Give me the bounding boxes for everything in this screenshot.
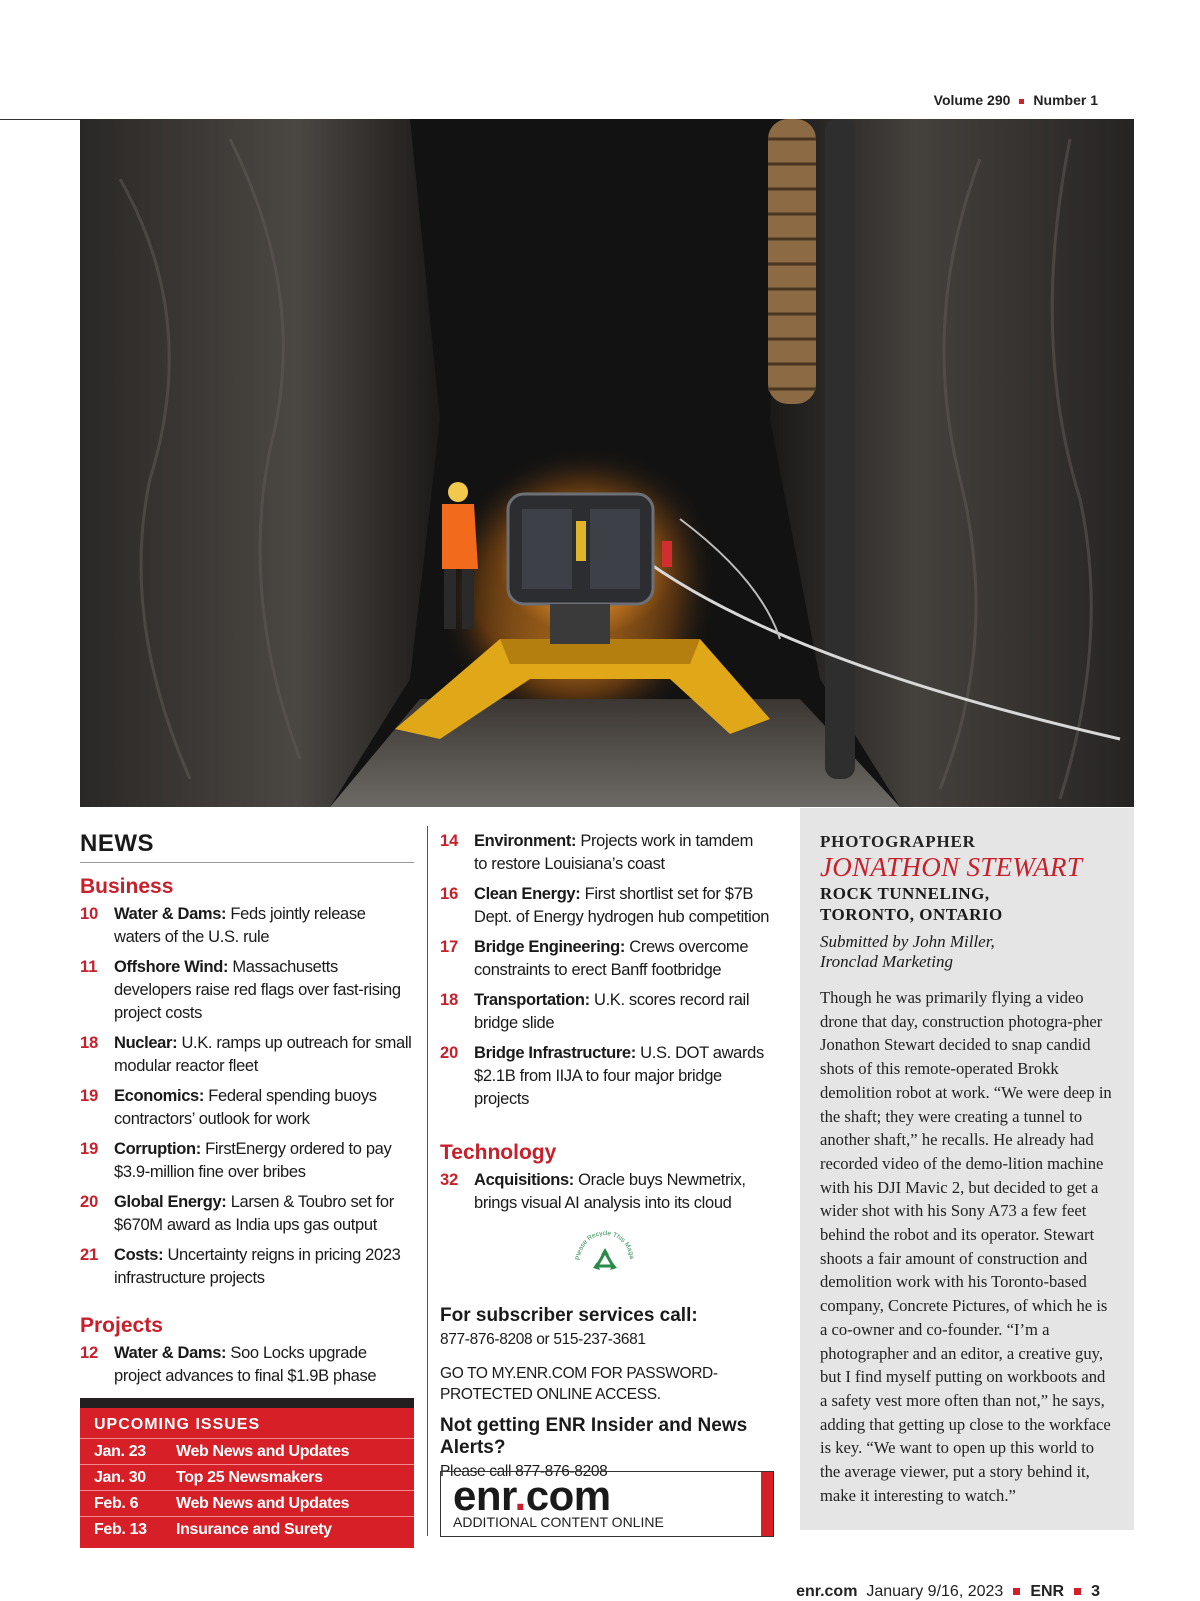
issue-title: Web News and Updates (176, 1442, 350, 1460)
footer-site: enr.com (796, 1583, 858, 1600)
sidebar-label: PHOTOGRAPHER (820, 832, 976, 851)
footer-page: 3 (1091, 1583, 1100, 1600)
page-number: 10 (80, 905, 99, 923)
alerts-heading: Not getting ENR Insider and News Alerts? (440, 1415, 748, 1458)
alerts-text: Please call 877-876-8208 (440, 1463, 608, 1480)
item-text: Soo Locks upgrade project advances to final $1.9B phase (114, 1344, 377, 1385)
recycle-text: Please Recycle This Maga (574, 1229, 636, 1261)
item-topic: Offshore Wind: (114, 958, 229, 976)
item-topic: Bridge Engineering: (474, 938, 626, 956)
toc-item (440, 883, 770, 929)
subscriber-services (440, 1305, 770, 1495)
item-text: Larsen & Toubro set for $670M award as India ups gas output (114, 1193, 394, 1234)
toc-item (440, 989, 770, 1035)
toc-item (80, 1032, 414, 1078)
toc-item (80, 1342, 414, 1388)
subscriber-heading: For subscriber services call: (440, 1305, 698, 1326)
item-topic: Clean Energy: (474, 885, 581, 903)
page-number: 19 (80, 1087, 99, 1105)
page-number: 21 (80, 1246, 99, 1264)
separator-square (1019, 99, 1024, 104)
news-column-left (80, 830, 414, 1395)
sidebar-body: Though he was primarily flying a video drone that day, construction photogra-pher Jonathon Stewart decided to snap candid shots of this remote-operated Brokk demolition robot at work. “We were deep in the shaft; they were creating a tunnel to another shaft,” he recalls. He already had recorded video of the demo-lition machine with his DJI Mavic 2, but decided to get a wider shot with his Sony A73 a few feet behind the robot and its operator. Stewart shoots a fair amount of construction and demolition work with his Toronto-based company, Concrete Pictures, of which he is a co-owner and co-founder. “I’m a photographer and an editor, a creative guy, but I find myself putting on workboots and a safety vest more often than not,” he says, adding that getting up close to the workface is key. “We want to open up this world to the average viewer, put a story behind it, make it interesting to watch.” (820, 988, 1112, 1505)
page-number: 18 (80, 1034, 99, 1052)
photo-location-1: ROCK TUNNELING, (820, 884, 990, 903)
photographer-name: JONATHON STEWART (820, 852, 1083, 882)
item-text: FirstEnergy ordered to pay $3.9-million fine over bribes (114, 1140, 392, 1181)
page-number: 18 (440, 991, 459, 1009)
submitted-by-2: Ironclad Marketing (820, 952, 953, 971)
page-number: 20 (80, 1193, 99, 1211)
page-number: 20 (440, 1044, 459, 1062)
volume-number (934, 92, 1098, 108)
toc-item (440, 1169, 770, 1215)
page-number: 16 (440, 885, 459, 903)
toc-item (80, 903, 414, 949)
issue-title: Insurance and Surety (176, 1520, 332, 1538)
upcoming-row (80, 1465, 414, 1491)
toc-item (80, 1191, 414, 1237)
separator-square (1074, 1588, 1081, 1595)
section-heading-projects: Projects (80, 1314, 163, 1337)
upcoming-issues (80, 1398, 414, 1548)
toc-item (440, 830, 770, 876)
subscriber-phones: 877-876-8208 or 515-237-3681 (440, 1331, 646, 1348)
item-text: Uncertainty reigns in pricing 2023 infrastructure projects (114, 1246, 401, 1287)
submitted-by-1: Submitted by John Miller, (820, 932, 995, 951)
item-text: First shortlist set for $7B Dept. of Energy hydrogen hub competition (474, 885, 770, 926)
separator-square (1013, 1588, 1020, 1595)
section-heading-business: Business (80, 875, 174, 898)
item-topic: Water & Dams: (114, 1344, 227, 1362)
item-topic: Water & Dams: (114, 905, 227, 923)
upcoming-row (80, 1491, 414, 1517)
page-number: 19 (80, 1140, 99, 1158)
issue-date: Jan. 30 (94, 1468, 146, 1486)
item-text: U.S. DOT awards $2.1B from IIJA to four major bridge projects (474, 1044, 764, 1108)
issue-date: Feb. 6 (94, 1494, 139, 1512)
item-text: U.K. scores record rail bridge slide (474, 991, 750, 1032)
issue-number: Number 1 (1033, 92, 1098, 108)
column-divider (427, 826, 428, 1536)
item-text: Feds jointly release waters of the U.S. rule (114, 905, 366, 946)
item-topic: Costs: (114, 1246, 164, 1264)
item-topic: Acquisitions: (474, 1171, 574, 1189)
item-text: Federal spending buoys contractors’ outlook for work (114, 1087, 377, 1128)
photo-location-2: TORONTO, ONTARIO (820, 905, 1003, 924)
page-footer (796, 1583, 1100, 1601)
issue-date: Feb. 13 (94, 1520, 147, 1538)
item-topic: Corruption: (114, 1140, 201, 1158)
issue-title: Top 25 Newsmakers (176, 1468, 323, 1486)
recycle-icon (570, 1222, 640, 1292)
toc-item (440, 936, 770, 982)
news-column-right (440, 830, 770, 1222)
enr-com-box[interactable] (440, 1471, 774, 1537)
item-topic: Nuclear: (114, 1034, 178, 1052)
enr-com-logo: enr.com (453, 1472, 611, 1519)
page-number: 12 (80, 1344, 99, 1362)
page-number: 17 (440, 938, 459, 956)
item-topic: Bridge Infrastructure: (474, 1044, 636, 1062)
volume: Volume 290 (933, 92, 1011, 108)
toc-item (80, 1138, 414, 1184)
page-number: 11 (80, 958, 98, 976)
issue-title: Web News and Updates (176, 1494, 350, 1512)
enr-com-subtext: ADDITIONAL CONTENT ONLINE (453, 1514, 664, 1530)
photographer-sidebar (800, 808, 1134, 1530)
news-heading: NEWS (80, 830, 414, 863)
upcoming-row (80, 1517, 414, 1542)
item-topic: Global Energy: (114, 1193, 227, 1211)
section-heading-technology: Technology (440, 1141, 557, 1164)
item-topic: Transportation: (474, 991, 590, 1009)
item-text: Crews overcome constraints to erect Banff footbridge (474, 938, 749, 979)
item-text: U.K. ramps up outreach for small modular reactor fleet (114, 1034, 412, 1075)
tunnel-photo (80, 119, 1134, 807)
online-access: GO TO MY.ENR.COM FOR PASSWORD-PROTECTED ONLINE ACCESS. (440, 1365, 718, 1403)
toc-item (80, 956, 414, 1025)
item-text: Massachusetts developers raise red flags over fast-rising project costs (114, 958, 401, 1022)
item-text: Projects work in tamdem to restore Louisiana’s coast (474, 832, 753, 873)
upcoming-heading: UPCOMING ISSUES (80, 1412, 414, 1439)
upcoming-row (80, 1439, 414, 1465)
item-topic: Environment: (474, 832, 577, 850)
footer-brand: ENR (1030, 1583, 1065, 1600)
red-bar (761, 1472, 773, 1536)
toc-item (80, 1085, 414, 1131)
page-number: 14 (440, 832, 459, 850)
footer-date: January 9/16, 2023 (866, 1583, 1004, 1600)
item-text: Oracle buys Newmetrix, brings visual AI analysis into its cloud (474, 1171, 746, 1212)
item-topic: Economics: (114, 1087, 205, 1105)
issue-date: Jan. 23 (94, 1442, 146, 1460)
toc-item (440, 1042, 770, 1111)
toc-item (80, 1244, 414, 1290)
page-number: 32 (440, 1171, 459, 1189)
top-rule (0, 119, 80, 120)
